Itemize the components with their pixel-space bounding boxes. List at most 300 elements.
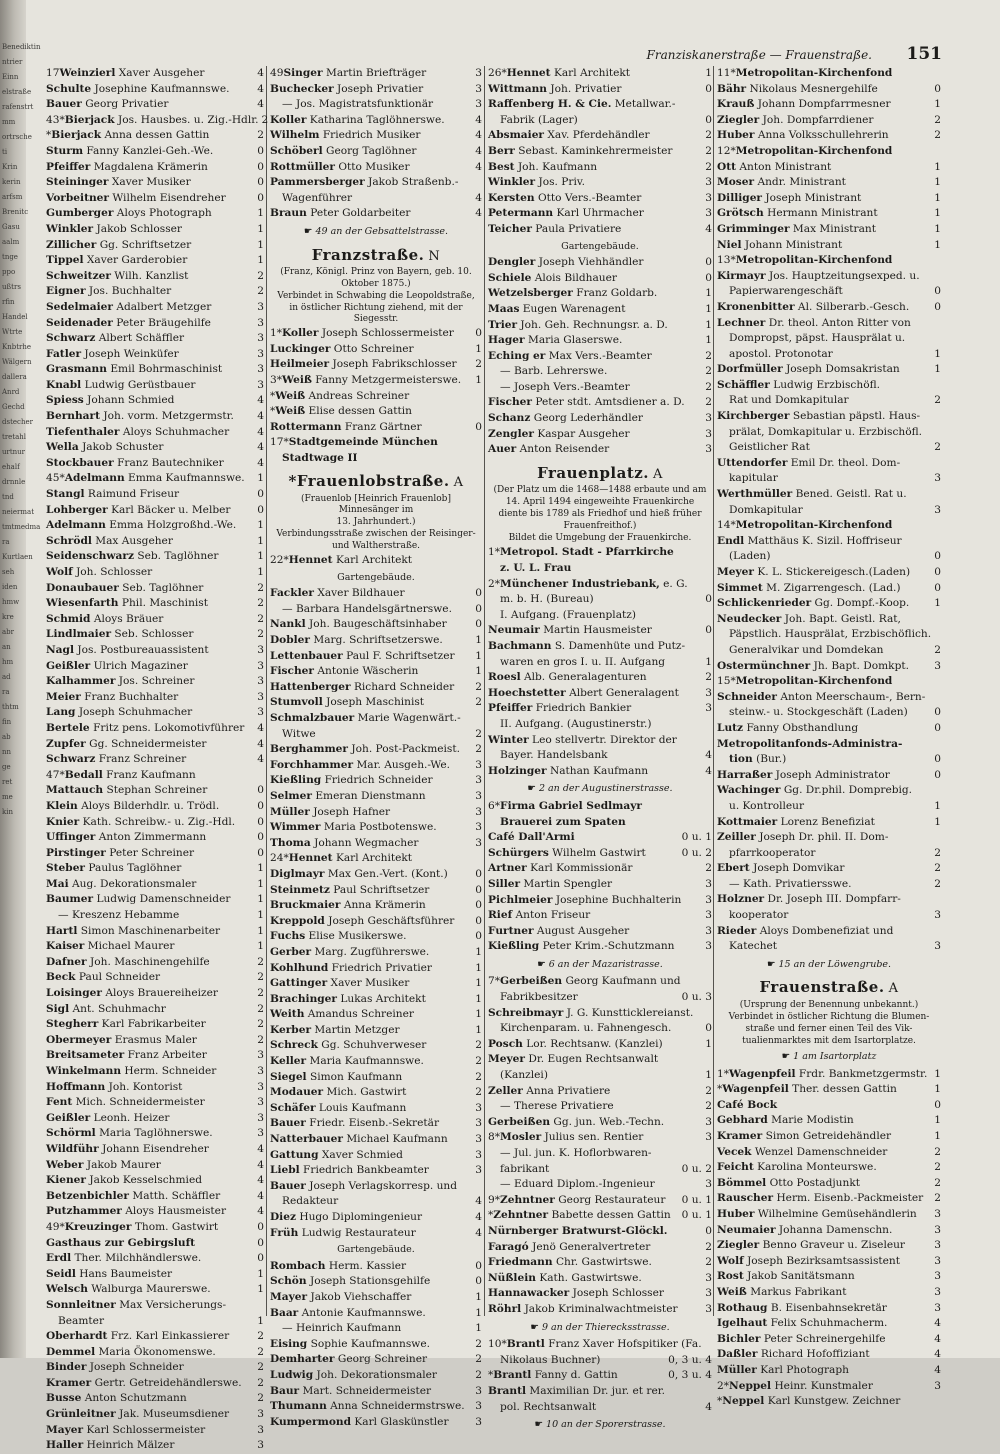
entry-text xyxy=(488,748,702,764)
resident-details: Joseph Weinküfer xyxy=(84,347,179,360)
floor-number: 2 xyxy=(934,877,941,890)
resident-details: Xaver Ausgeher xyxy=(118,67,205,79)
binding-fragment: seh xyxy=(2,568,15,576)
entry-text xyxy=(270,758,472,774)
resident-details: Simon Kaufmann xyxy=(309,1070,403,1083)
resident-details: Emeran Dienstmann xyxy=(315,789,426,802)
floor-number: 2 xyxy=(257,955,264,968)
directory-entry xyxy=(46,1236,264,1252)
entry-text xyxy=(270,976,472,992)
directory-entry xyxy=(270,1415,482,1431)
directory-entry xyxy=(488,97,712,113)
binding-fragment: arfsm xyxy=(2,193,23,201)
entry-text xyxy=(46,830,254,846)
resident-details: Max Gen.-Vert. (Kont.) xyxy=(327,867,448,880)
floor-number: 3 xyxy=(257,706,264,719)
resident-name: Gumberger xyxy=(46,207,114,220)
garden-building-label: Gartengebäude. xyxy=(561,240,639,252)
house-number: 2* xyxy=(488,577,501,590)
entry-text xyxy=(488,1271,702,1287)
binding-fragment: Einn xyxy=(2,73,19,81)
floor-number: 2 xyxy=(257,1345,264,1358)
directory-entry xyxy=(46,347,264,363)
directory-entry xyxy=(46,487,264,503)
resident-details: Joseph Domsakristan xyxy=(786,363,900,376)
floor-number: 3 xyxy=(475,1415,482,1428)
resident-name: Dilliger xyxy=(717,191,763,204)
resident-name: Nürnberger Bratwurst-Glöckl. xyxy=(488,1224,668,1237)
floor-number: 3 xyxy=(705,1271,712,1284)
directory-entry xyxy=(46,1391,264,1407)
entry-text xyxy=(488,1052,709,1068)
floor-number xyxy=(938,487,941,503)
resident-name: Fischer xyxy=(488,396,532,409)
resident-details: K. L. Stickereigesch.(Laden) xyxy=(757,566,911,578)
floor-number xyxy=(938,144,941,160)
floor-number: 1 xyxy=(257,550,264,563)
resident-name: Baar xyxy=(270,1306,299,1319)
resident-name: Wiesenfarth xyxy=(46,597,119,610)
resident-details: steinw.- u. Stockgeschäft (Laden) xyxy=(729,706,908,719)
entry-text xyxy=(270,789,472,805)
resident-details: Maria Postbotenswe. xyxy=(323,821,437,834)
directory-entry xyxy=(717,1301,941,1317)
resident-name: Beck xyxy=(46,971,76,984)
entry-text xyxy=(717,1191,931,1207)
entry-text xyxy=(270,867,472,883)
entry-text xyxy=(488,333,702,349)
directory-entry xyxy=(46,1360,264,1376)
entry-text xyxy=(270,898,472,914)
floor-number xyxy=(261,1298,264,1314)
resident-details: Joseph Maschinist xyxy=(326,696,425,709)
directory-entry xyxy=(717,66,941,82)
resident-details: Mart. Schneidermeister xyxy=(302,1384,432,1397)
entry-text xyxy=(500,1130,702,1146)
resident-details: Adalbert Metzger xyxy=(116,300,212,313)
directory-entry xyxy=(717,1347,941,1363)
resident-name: Tippel xyxy=(46,254,84,267)
directory-entry xyxy=(717,362,941,378)
resident-details: Lor. Rechtsanw. (Kanzlei) xyxy=(526,1037,663,1050)
entry-text xyxy=(717,939,931,955)
directory-entry xyxy=(46,1314,264,1330)
floor-number: 4 xyxy=(475,191,482,204)
entry-text xyxy=(46,440,254,456)
resident-details: Frdr. Bankmetzgermstr. xyxy=(798,1067,928,1080)
directory-entry xyxy=(717,596,941,612)
entry-text xyxy=(488,144,702,160)
floor-number: 1 xyxy=(257,862,264,875)
floor-number: 1 xyxy=(257,534,264,547)
resident-name: Steinmetz xyxy=(270,883,330,896)
directory-entry xyxy=(270,435,482,451)
entry-text xyxy=(46,674,254,690)
directory-entry xyxy=(46,1220,264,1236)
directory-entry xyxy=(46,1423,264,1439)
resident-name: Firma Gabriel Sedlmayr xyxy=(500,799,642,812)
floor-number: 1 xyxy=(705,287,712,300)
directory-entry xyxy=(488,427,712,443)
resident-name: Posch xyxy=(488,1037,523,1050)
entry-text xyxy=(488,846,679,862)
floor-number xyxy=(709,577,712,593)
floor-number: 3 xyxy=(934,1254,941,1267)
floor-number: 2 xyxy=(934,1192,941,1205)
floor-number: 3 xyxy=(705,427,712,440)
cross-reference: ☛ 15 an der Löwengrube. xyxy=(766,958,892,970)
directory-entry xyxy=(270,1179,482,1195)
resident-details: Antonie Wäscherin xyxy=(317,665,419,678)
floor-number: 2 xyxy=(475,358,482,371)
resident-name: Pfeiffer xyxy=(488,702,533,715)
resident-name: Steber xyxy=(46,862,86,875)
entry-text xyxy=(488,623,702,639)
entry-text xyxy=(722,1082,931,1098)
house-number: 47* xyxy=(46,768,65,781)
resident-details: Frz. Karl Einkassierer xyxy=(110,1330,230,1343)
resident-details: Elise dessen Gattin xyxy=(308,405,413,418)
floor-number: 3 xyxy=(257,1096,264,1109)
floor-number: 2 xyxy=(475,1055,482,1068)
binding-fragment: kin xyxy=(2,808,13,816)
resident-name: Daßler xyxy=(717,1348,758,1361)
floor-number: 3 xyxy=(257,1065,264,1077)
resident-name: Bauer xyxy=(270,1179,306,1192)
floor-number: 1 xyxy=(705,655,712,668)
directory-entry xyxy=(488,333,712,349)
resident-name: Bertele xyxy=(46,721,90,734)
resident-details: Peter Schreinergehilfe xyxy=(763,1332,886,1345)
directory-entry xyxy=(488,1384,712,1400)
resident-details: Georg Lederhändler xyxy=(533,412,643,425)
entry-text xyxy=(46,1095,254,1111)
resident-name: Feicht xyxy=(717,1161,754,1174)
entry-text xyxy=(717,362,931,378)
resident-name: Zengler xyxy=(488,427,534,440)
entry-text xyxy=(51,128,254,144)
resident-details: Eugen Warenagent xyxy=(522,302,626,315)
entry-text xyxy=(46,1423,254,1439)
resident-details: Otto Vers.-Beamter xyxy=(537,191,642,204)
floor-number: 2 xyxy=(934,441,941,454)
resident-details: Wilh. Kanzlist xyxy=(114,269,189,282)
entry-text xyxy=(270,773,472,789)
resident-name: Zupfer xyxy=(46,737,86,750)
resident-name: Fatler xyxy=(46,347,82,360)
binding-fragment: ra xyxy=(2,688,10,696)
entry-text xyxy=(488,1115,702,1131)
resident-details: Richard Schneider xyxy=(353,680,455,693)
resident-details: Martin Briefträger xyxy=(325,67,427,79)
house-number: * xyxy=(488,1369,494,1382)
directory-entry xyxy=(488,639,712,655)
house-number: * xyxy=(717,1083,723,1096)
directory-entry xyxy=(46,908,264,924)
entry-text xyxy=(46,316,254,332)
entry-text xyxy=(46,705,254,721)
binding-fragment: Anrd xyxy=(2,388,20,396)
entry-text xyxy=(270,160,472,176)
resident-details: Karl Kommissionär xyxy=(530,862,633,875)
binding-fragment: Knbtrhe xyxy=(2,343,32,351)
resident-details: Leonh. Heizer xyxy=(93,1111,170,1124)
floor-number: 1 xyxy=(257,254,264,267)
entries-frauenlob-garden xyxy=(270,1259,482,1431)
resident-details: Mar. Ausgeh.-We. xyxy=(356,758,451,771)
resident-details: Emil Bohrmaschinist xyxy=(110,363,223,376)
floor-number: 4 xyxy=(257,67,264,79)
resident-name: Simmet xyxy=(717,581,763,594)
entry-text xyxy=(717,1207,931,1223)
directory-entry xyxy=(46,66,264,82)
directory-entry xyxy=(46,440,264,456)
floor-number: 0 xyxy=(705,271,712,284)
floor-number: 2 xyxy=(475,1368,482,1381)
floor-number: 4 xyxy=(475,113,482,126)
column-2 xyxy=(270,66,482,1430)
resident-name: Müller xyxy=(270,805,310,818)
resident-details: Beamter xyxy=(58,1314,105,1327)
floor-number: 3 xyxy=(934,940,941,953)
directory-entry xyxy=(488,846,712,862)
resident-details: Jos. Magistratsfunktionär xyxy=(295,98,434,111)
resident-name: Schlickenrieder xyxy=(717,597,812,610)
street-note-line: 14. April 1494 eingeweihte Frauenkirche xyxy=(505,497,695,508)
resident-details: Maria Taglöhnerswe. xyxy=(99,1127,213,1140)
directory-entry xyxy=(717,1316,941,1332)
floor-number xyxy=(938,737,941,753)
entry-text xyxy=(488,701,702,717)
binding-fragment: Gechd xyxy=(2,403,25,411)
directory-entry xyxy=(488,733,712,749)
floor-number: 0 u. 1 xyxy=(681,831,712,844)
entry-text xyxy=(717,1160,931,1176)
floor-number xyxy=(479,404,482,420)
resident-details: Joh. Dekorationsmaler xyxy=(316,1368,437,1381)
street-note-line: Oktober 1875.) xyxy=(341,279,411,290)
entry-text xyxy=(717,128,931,144)
entry-text xyxy=(488,830,679,846)
floor-number xyxy=(709,561,712,577)
resident-details: Witwe xyxy=(282,727,316,740)
resident-name: Lohberger xyxy=(46,503,108,516)
resident-name: Meyer xyxy=(717,566,754,578)
resident-name: Gerbeißen xyxy=(488,1115,551,1128)
floor-number: 1 xyxy=(475,1322,482,1335)
resident-name: Rieder xyxy=(717,924,757,937)
directory-entry xyxy=(270,961,482,977)
floor-number: 0 xyxy=(934,581,941,594)
entry-text xyxy=(46,1360,254,1376)
resident-details: Phil. Maschinist xyxy=(121,597,208,610)
entry-text xyxy=(488,717,709,733)
resident-name: Brantl xyxy=(493,1369,532,1382)
directory-entry xyxy=(270,175,482,191)
resident-details: Friedrich Musiker xyxy=(322,129,421,142)
entry-text xyxy=(46,643,254,659)
floor-number xyxy=(709,1384,712,1400)
entry-text xyxy=(717,471,931,487)
house-number: 1* xyxy=(717,1067,730,1080)
directory-entry xyxy=(270,389,482,405)
resident-details: Franz Schreiner xyxy=(98,753,187,766)
entry-text xyxy=(270,1132,472,1148)
directory-entry xyxy=(488,271,712,287)
entry-text xyxy=(717,815,931,831)
pointing-hand-icon: ☛ xyxy=(534,1419,547,1431)
resident-name: Rief xyxy=(488,909,513,922)
directory-entry xyxy=(270,1210,482,1226)
floor-number: 3 xyxy=(934,472,941,485)
floor-number: 1 xyxy=(705,1037,712,1050)
resident-details: Peter Goldarbeiter xyxy=(310,207,411,220)
directory-entry xyxy=(46,1080,264,1096)
floor-number: 1 xyxy=(257,222,264,235)
directory-entry xyxy=(270,66,482,82)
binding-fragment: tmtmedma xyxy=(2,523,41,531)
resident-name: Nagl xyxy=(46,643,74,656)
resident-details: Simon Getreidehändler xyxy=(765,1130,892,1142)
entry-text xyxy=(46,783,254,799)
resident-details: Paula Privatiere xyxy=(535,222,622,235)
resident-name: Weiß xyxy=(282,373,312,386)
directory-entry xyxy=(717,1285,941,1301)
directory-entry xyxy=(488,1177,712,1193)
resident-details: Matthäus K. Sizil. Hoffriseur xyxy=(747,534,902,547)
entry-text xyxy=(717,1363,931,1379)
directory-entry xyxy=(717,1145,941,1161)
entry-text xyxy=(488,877,702,893)
resident-name: Müller xyxy=(717,1363,757,1376)
entry-text xyxy=(717,347,931,363)
resident-name: Kaiser xyxy=(46,940,85,953)
resident-details: M. Zigarrengesch. (Lad.) xyxy=(766,581,901,594)
resident-name: Fent xyxy=(46,1096,73,1109)
resident-name: Huber xyxy=(717,1207,755,1220)
resident-details: Joseph Ministrant xyxy=(765,191,862,204)
resident-name: Röhrl xyxy=(488,1302,522,1315)
entry-text xyxy=(500,1193,679,1209)
entry-text xyxy=(46,144,254,160)
resident-details: Julius sen. Rentier xyxy=(544,1131,644,1144)
resident-name: Mayer xyxy=(270,1290,308,1303)
entry-text xyxy=(717,1238,931,1254)
resident-details: Metallwar.- xyxy=(614,98,676,111)
floor-number: 4 xyxy=(257,82,264,95)
house-number: * xyxy=(717,1395,723,1408)
directory-entry xyxy=(717,815,941,831)
floor-number: 0 xyxy=(257,831,264,844)
entry-text xyxy=(46,331,254,347)
directory-entry xyxy=(717,1269,941,1285)
resident-name: Lindlmaier xyxy=(46,628,112,641)
entry-text xyxy=(270,945,472,961)
directory-entry xyxy=(270,883,482,899)
resident-name: Wagenpfeil xyxy=(722,1083,789,1096)
floor-number xyxy=(938,690,941,706)
floor-number: 3 xyxy=(705,191,712,204)
resident-name: Schwarz xyxy=(46,753,96,766)
resident-details: Barbara Handelsgärtnerswe. xyxy=(295,602,452,615)
entry-text xyxy=(717,1316,931,1332)
resident-details: Ulrich Magaziner xyxy=(93,659,188,672)
directory-entry xyxy=(270,680,482,696)
floor-number: 3 xyxy=(257,1127,264,1140)
resident-name: Berghammer xyxy=(270,743,348,756)
directory-entry xyxy=(717,128,941,144)
book-binding-edge xyxy=(0,0,41,1358)
entry-text xyxy=(717,191,931,207)
resident-details: Gg. Schneidermeister xyxy=(89,737,207,750)
resident-details: Jenö Generalvertreter xyxy=(532,1240,651,1253)
house-number: 11* xyxy=(717,67,736,79)
house-number: 49* xyxy=(46,1220,65,1233)
floor-number: 3 xyxy=(257,347,264,360)
entry-text xyxy=(46,908,254,924)
column-rule-3 xyxy=(713,66,714,1316)
floor-number: 0 xyxy=(934,550,941,563)
resident-details: e. G. xyxy=(663,577,688,590)
binding-fragment: tnd xyxy=(2,493,14,501)
floor-number: 2 xyxy=(257,1376,264,1389)
directory-entry xyxy=(717,1160,941,1176)
entry-text xyxy=(488,1384,709,1400)
resident-details: Joh. Bapt. Geistl. Rat, xyxy=(784,612,901,625)
cross-reference: ☛ 1 am Isartorplatz xyxy=(781,1051,877,1063)
resident-details: Hans Baumeister xyxy=(79,1267,173,1280)
directory-entry xyxy=(717,175,941,191)
directory-entry xyxy=(46,222,264,238)
entries-singer-block xyxy=(270,66,482,222)
entry-text xyxy=(46,1126,254,1142)
directory-entry xyxy=(717,160,941,176)
directory-entry xyxy=(488,1162,712,1178)
resident-name: Lutz xyxy=(717,721,744,734)
resident-details: Heinrich Kaufmann xyxy=(295,1322,402,1335)
floor-number: 0 xyxy=(257,488,264,501)
directory-entry xyxy=(270,805,482,821)
entry-text xyxy=(46,659,254,675)
entry-text xyxy=(717,206,931,222)
directory-entry xyxy=(270,1290,482,1306)
resident-name: Grünleitner xyxy=(46,1408,116,1421)
floor-number: 0 xyxy=(257,176,264,189)
floor-number: 3 xyxy=(475,805,482,818)
entry-text xyxy=(46,1391,254,1407)
resident-details: Nikolaus Buchner) xyxy=(500,1353,601,1366)
floor-number: 1 xyxy=(475,634,482,647)
binding-fragment: iden xyxy=(2,583,18,591)
floor-number xyxy=(709,1146,712,1162)
resident-name: Kerber xyxy=(270,1023,312,1036)
resident-details: Johann Dompfarrmesner xyxy=(757,98,891,111)
floor-number: 1 xyxy=(934,1083,941,1096)
resident-name: Kießling xyxy=(488,940,540,953)
resident-name: Wolf xyxy=(717,1254,744,1267)
resident-details: Joseph Bezirksamtsassistent xyxy=(747,1254,900,1267)
floor-number xyxy=(709,815,712,831)
resident-name: Holzner xyxy=(717,893,765,906)
entry-text xyxy=(46,549,254,565)
directory-entry xyxy=(46,737,264,753)
resident-name: Dengler xyxy=(488,256,536,269)
resident-name: Hoechstetter xyxy=(488,686,566,699)
directory-entry xyxy=(717,705,941,721)
resident-details: Wenzel Damenschneider xyxy=(754,1145,888,1158)
street-heading-frauenlobstrasse: *Frauenlobstraße. A xyxy=(288,472,464,491)
floor-number: 0 xyxy=(705,82,712,95)
